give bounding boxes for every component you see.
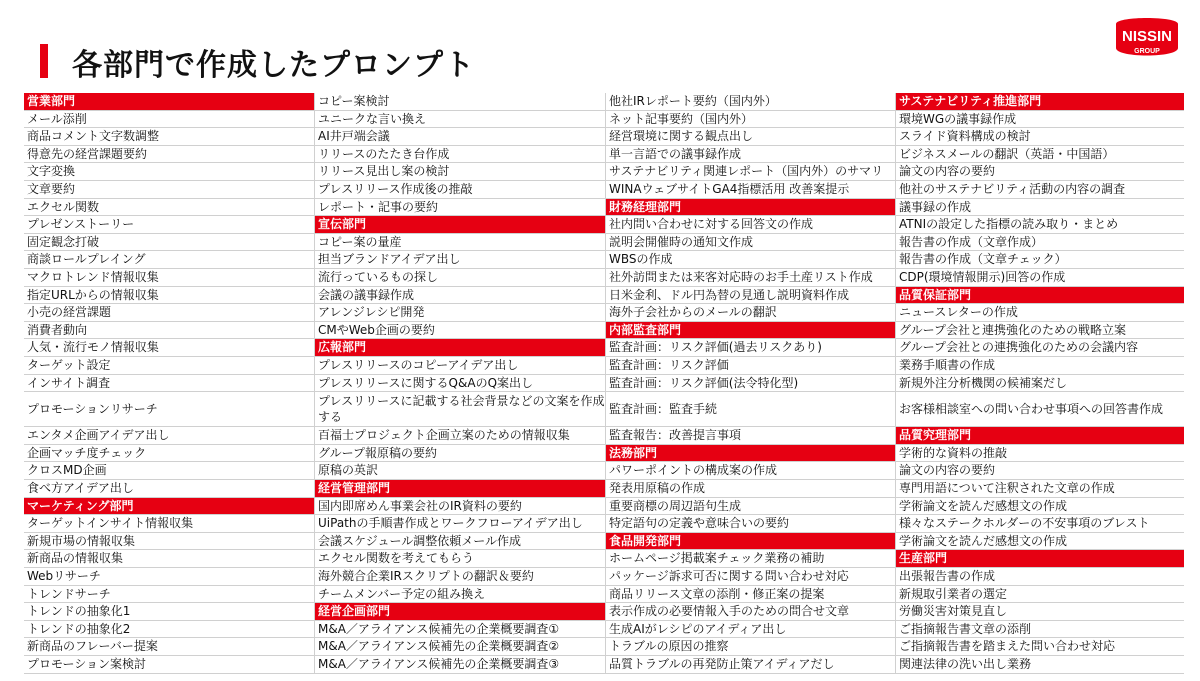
prompt-label: 監査計画：リスク評価(法令特化型) [609,375,799,390]
prompt-label: 新規外注分析機関の候補案だし [899,375,1068,390]
department-label: 経営管理部門 [318,481,391,496]
prompt-label: プレスリリースに関するQ&AのQ案出し [318,375,534,390]
prompt-label: AI井戸端会議 [318,129,390,144]
prompt-label: インサイト調査 [27,375,111,390]
prompt-item [24,128,314,146]
prompt-item [606,111,895,129]
table-column [24,93,314,674]
prompt-item [606,216,895,234]
prompt-item [896,586,1184,604]
prompt-label: エンタメ企画アイデア出し [27,428,170,443]
prompt-item [606,304,895,322]
prompt-item [606,234,895,252]
prompt-label: 得意先の経営課題要約 [27,146,148,161]
department-header [896,427,1184,445]
prompt-item [315,287,605,305]
prompt-item [606,427,895,445]
prompt-item [896,603,1184,621]
prompt-item [24,339,314,357]
prompt-item [24,621,314,639]
prompt-item [24,392,314,427]
prompt-label: 会議の議事録作成 [318,287,415,302]
prompt-item [24,216,314,234]
prompt-label: 会議スケジュール調整依頼メール作成 [318,533,522,548]
prompt-label: 議事録の作成 [899,199,972,214]
prompt-item [24,550,314,568]
prompt-item [606,498,895,516]
prompt-label: 生成AIがレシピのアイディア出し [609,621,787,636]
prompt-item [24,533,314,551]
prompt-label: お客様相談室への問い合わせ事項への回答書作成 [899,402,1164,417]
prompt-item [24,269,314,287]
svg-text:NISSIN: NISSIN [1121,28,1173,45]
prompt-label: クロスMD企画 [27,463,107,478]
prompt-item [24,287,314,305]
department-label: 法務部門 [609,445,658,460]
prompt-item [24,163,314,181]
prompt-label: 説明会開催時の通知文作成 [609,234,754,249]
prompt-label: M&A／アライアンス候補先の企業概要調査② [318,639,560,654]
prompt-label: エクセル関数を考えてもらう [318,551,475,566]
table-column [605,93,895,674]
prompt-item [24,568,314,586]
prompt-label: 労働災害対策見直し [899,604,1008,619]
prompt-item [24,234,314,252]
prompt-label: チームメンバー予定の組み換え [318,586,486,601]
prompt-item [24,603,314,621]
prompt-item [896,392,1184,427]
prompt-label: 様々なステークホルダーの不安事項のブレスト [899,516,1150,531]
prompt-label: 原稿の英訳 [318,463,379,478]
prompt-item [896,322,1184,340]
prompt-item [896,163,1184,181]
prompt-label: リリースのたたき台作成 [318,146,450,161]
prompt-item [315,375,605,393]
prompt-label: エクセル関数 [27,199,100,214]
prompt-item [606,93,895,111]
prompt-label: プレスリリース作成後の推敲 [318,181,473,196]
prompt-label: 担当ブランドアイデア出し [318,252,461,267]
prompt-item [24,638,314,656]
prompt-label: 日米金利、ドル円為替の見通し説明資料作成 [609,287,850,302]
prompt-item [606,375,895,393]
prompt-label: プレスリリースのコピーアイデア出し [318,357,519,372]
prompt-item [606,251,895,269]
prompt-item [315,269,605,287]
prompt-item [896,568,1184,586]
prompt-item [606,568,895,586]
department-header [315,339,605,357]
prompt-label: コピー案検討 [318,94,390,108]
department-header [606,533,895,551]
prompt-item [24,515,314,533]
prompt-item [24,480,314,498]
prompt-item [315,304,605,322]
prompt-item [606,181,895,199]
prompt-item [315,93,605,111]
prompt-item [24,586,314,604]
prompt-item [606,656,895,674]
prompt-label: 重要商標の周辺語句生成 [609,498,742,513]
prompt-label: プロモーション案検討 [27,657,147,671]
prompt-item [315,533,605,551]
prompt-label: 流行っているもの探し [318,269,439,284]
department-header [896,287,1184,305]
prompt-label: 新規取引業者の選定 [899,586,1008,601]
prompt-item [24,357,314,375]
prompt-label: レポート・記事の要約 [318,199,439,214]
prompt-item [606,146,895,164]
prompt-item [24,322,314,340]
prompt-label: Webリサーチ [27,569,101,584]
prompt-item [315,251,605,269]
prompt-label: CMやWeb企画の要約 [318,322,435,337]
prompt-item [606,586,895,604]
prompt-label: 他社のサステナビリティ活動の内容の調査 [899,181,1126,196]
prompt-label: ニュースレターの作成 [899,305,1018,320]
prompt-label: 特定語句の定義や意味合いの要約 [609,516,790,531]
prompt-item [896,128,1184,146]
prompt-label: 商品リリース文章の添削・修正案の提案 [609,586,825,601]
prompt-label: グループ会社との連携強化のための会議内容 [899,340,1139,355]
prompt-label: 海外競合企業IRスクリプトの翻訳＆要約 [318,569,534,584]
svg-text:GROUP: GROUP [1134,48,1160,55]
prompt-item [896,199,1184,217]
prompt-label: ターゲット設定 [27,357,111,372]
prompt-label: WBSの作成 [609,252,673,267]
prompt-label: 消費者動向 [27,322,88,337]
prompt-label: M&A／アライアンス候補先の企業概要調査① [318,621,560,636]
prompt-item [896,445,1184,463]
prompt-label: 論文の内容の要約 [899,463,996,478]
department-label: 営業部門 [27,94,76,108]
prompt-item [24,445,314,463]
prompt-item [315,568,605,586]
prompt-label: プレゼンストーリー [27,217,135,232]
prompt-item [606,357,895,375]
prompt-item [315,427,605,445]
prompt-item [315,357,605,375]
prompt-label: グループ会社と連携強化のための戦略立案 [899,322,1127,337]
prompt-item [896,304,1184,322]
prompt-item [315,128,605,146]
prompt-item [606,462,895,480]
table-column [314,93,605,674]
prompt-item [24,427,314,445]
prompt-label: 文章要約 [27,181,76,196]
prompt-item [315,638,605,656]
page-title: 各部門で作成したプロンプト [72,48,475,83]
prompt-item [896,656,1184,674]
prompt-label: メール添削 [27,111,87,126]
department-header [24,498,314,516]
prompt-item [315,322,605,340]
prompt-label: ネット記事要約（国内外） [609,111,754,126]
prompt-label: トラブルの原因の推察 [609,639,729,654]
prompt-label: リリース見出し案の検討 [318,164,450,179]
department-label: 生産部門 [899,551,948,566]
department-header [24,93,314,111]
prompt-label: 学術論文を読んだ感想文の作成 [899,498,1068,513]
prompt-item [315,462,605,480]
prompt-label: WINAウェブサイトGA4指標活用 改善案提示 [609,181,850,196]
prompt-label: 表示作成の必要情報入手のための問合せ文章 [609,604,850,619]
department-label: 広報部門 [318,340,367,355]
prompt-item [315,392,605,427]
prompt-label: 新商品のフレーバー提案 [27,639,158,654]
prompt-item [315,550,605,568]
prompt-item [315,181,605,199]
department-label: サステナビリティ推進部門 [899,94,1042,108]
prompt-table [24,93,1184,674]
prompt-label: 品質トラブルの再発防止策アイディアだし [609,657,835,671]
prompt-item [896,498,1184,516]
prompt-label: ホームページ掲載案チェック業務の補助 [609,551,825,566]
prompt-label: 報告書の作成（文章作成） [899,234,1044,249]
prompt-label: トレンドの抽象化2 [27,621,131,636]
prompt-label: コピー案の量産 [318,234,402,249]
prompt-label: 学術論文を読んだ感想文の作成 [899,533,1068,548]
prompt-label: サステナビリティ関連レポート（国内外）のサマリ [609,164,884,179]
prompt-item [896,216,1184,234]
department-label: 内部監査部門 [609,322,682,337]
department-header [896,550,1184,568]
prompt-item [606,163,895,181]
prompt-label: トレンドの抽象化1 [27,604,131,619]
prompt-item [24,375,314,393]
department-header [606,199,895,217]
prompt-item [24,146,314,164]
prompt-item [24,304,314,322]
prompt-label: 出張報告書の作成 [899,569,996,584]
prompt-label: アレンジレシピ開発 [318,305,425,320]
department-label: 品質究理部門 [899,428,972,443]
prompt-item [896,375,1184,393]
department-header [315,603,605,621]
nissin-logo [1110,14,1184,62]
prompt-item [606,515,895,533]
prompt-item [896,234,1184,252]
department-header [606,322,895,340]
prompt-label: 商品コメント文字数調整 [27,129,160,144]
prompt-label: ご指摘報告書文章の添削 [899,621,1032,636]
prompt-label: 小売の経営課題 [27,305,112,320]
prompt-label: パワーポイントの構成案の作成 [609,463,778,478]
prompt-label: ビジネスメールの翻訳（英語・中国語） [899,146,1115,161]
prompt-label: 監査計画：リスク評価(過去リスクあり) [609,340,822,355]
department-label: 経営企画部門 [318,604,391,619]
prompt-label: プレスリリースに記載する社会背景などの文案を作成する [318,394,605,425]
prompt-label: 論文の内容の要約 [899,164,996,179]
prompt-label: トレンドサーチ [27,586,111,601]
prompt-item [315,146,605,164]
prompt-item [24,111,314,129]
prompt-label: 企画マッチ度チェック [27,445,147,460]
prompt-item [606,621,895,639]
prompt-label: ユニークな言い換え [318,111,427,126]
prompt-item [896,621,1184,639]
prompt-label: 新規市場の情報収集 [27,533,136,548]
prompt-item [896,515,1184,533]
prompt-item [606,392,895,427]
prompt-label: 関連法律の洗い出し業務 [899,657,1032,671]
prompt-item [896,251,1184,269]
prompt-label: 経営環境に関する観点出し [609,129,754,144]
prompt-item [315,234,605,252]
prompt-item [606,603,895,621]
prompt-item [315,656,605,674]
prompt-label: ATNIの設定した指標の読み取り・まとめ [899,217,1119,232]
prompt-item [896,533,1184,551]
prompt-item [606,339,895,357]
prompt-label: 新商品の情報収集 [27,551,124,566]
prompt-item [315,445,605,463]
prompt-item [606,550,895,568]
prompt-label: 学術的な資料の推敲 [899,445,1008,460]
prompt-item [315,586,605,604]
prompt-label: CDP(環境情報開示)回答の作成 [899,269,1066,284]
department-label: 食品開発部門 [609,533,682,548]
prompt-item [24,656,314,674]
prompt-label: 商談ロールプレイング [27,252,146,267]
prompt-label: 他社IRレポート要約（国内外） [609,94,777,108]
prompt-item [315,163,605,181]
prompt-item [24,181,314,199]
department-header [315,216,605,234]
prompt-label: ターゲットインサイト情報収集 [27,516,194,531]
prompt-item [896,146,1184,164]
prompt-item [24,462,314,480]
prompt-label: UiPathの手順書作成とワークフローアイデア出し [318,516,583,531]
department-label: 宣伝部門 [318,217,367,232]
prompt-label: 文字変換 [27,164,76,179]
table-column [895,93,1184,674]
prompt-label: 固定観念打破 [27,234,100,249]
prompt-label: 監査報告：改善提言事項 [609,428,742,443]
prompt-item [896,111,1184,129]
prompt-label: 国内即席めん事業会社のIR資料の要約 [318,498,522,513]
prompt-item [606,269,895,287]
department-header [606,445,895,463]
prompt-label: 監査計画：リスク評価 [609,357,729,372]
title-accent-bar [40,44,48,78]
prompt-label: 環境WGの議事録作成 [899,111,1017,126]
prompt-label: 海外子会社からのメールの翻訳 [609,305,777,320]
prompt-label: スライド資料構成の検討 [899,129,1031,144]
prompt-label: 専門用語について注釈された文章の作成 [899,481,1115,496]
prompt-item [315,199,605,217]
prompt-item [315,515,605,533]
prompt-item [896,269,1184,287]
prompt-item [24,251,314,269]
prompt-label: プロモーションリサーチ [27,402,158,417]
department-header [315,480,605,498]
department-label: マーケティング部門 [27,498,134,513]
prompt-label: グループ報原稿の要約 [318,445,438,460]
prompt-item [24,199,314,217]
prompt-label: マクロトレンド情報収集 [27,269,159,284]
department-label: 財務経理部門 [609,199,682,214]
prompt-item [315,498,605,516]
prompt-label: 業務手順書の作成 [899,357,996,372]
prompt-label: 百福士プロジェクト企画立案のための情報収集 [318,428,570,443]
prompt-label: 社外訪問または来客対応時のお手土産リスト作成 [609,269,873,284]
prompt-label: 発表用原稿の作成 [609,481,706,496]
prompt-label: 食べ方アイデア出し [27,481,134,496]
prompt-item [606,128,895,146]
prompt-label: 単一言語での議事録作成 [609,146,742,161]
prompt-label: ご指摘報告書を踏まえた問い合わせ対応 [899,639,1116,654]
prompt-item [606,638,895,656]
prompt-label: 人気・流行モノ情報収集 [27,340,159,355]
prompt-item [315,111,605,129]
prompt-item [315,621,605,639]
prompt-item [606,480,895,498]
prompt-label: 指定URLからの情報収集 [27,287,159,302]
prompt-label: パッケージ訴求可否に関する問い合わせ対応 [609,569,849,584]
prompt-item [896,181,1184,199]
prompt-label: 監査計画：監査手続 [609,402,718,417]
prompt-item [896,638,1184,656]
prompt-item [896,480,1184,498]
prompt-item [606,287,895,305]
prompt-label: 報告書の作成（文章チェック） [899,252,1067,267]
department-header [896,93,1184,111]
prompt-item [896,462,1184,480]
prompt-label: M&A／アライアンス候補先の企業概要調査③ [318,657,560,671]
prompt-item [896,339,1184,357]
prompt-label: 社内問い合わせに対する回答文の作成 [609,217,814,232]
prompt-item [896,357,1184,375]
department-label: 品質保証部門 [899,287,972,302]
